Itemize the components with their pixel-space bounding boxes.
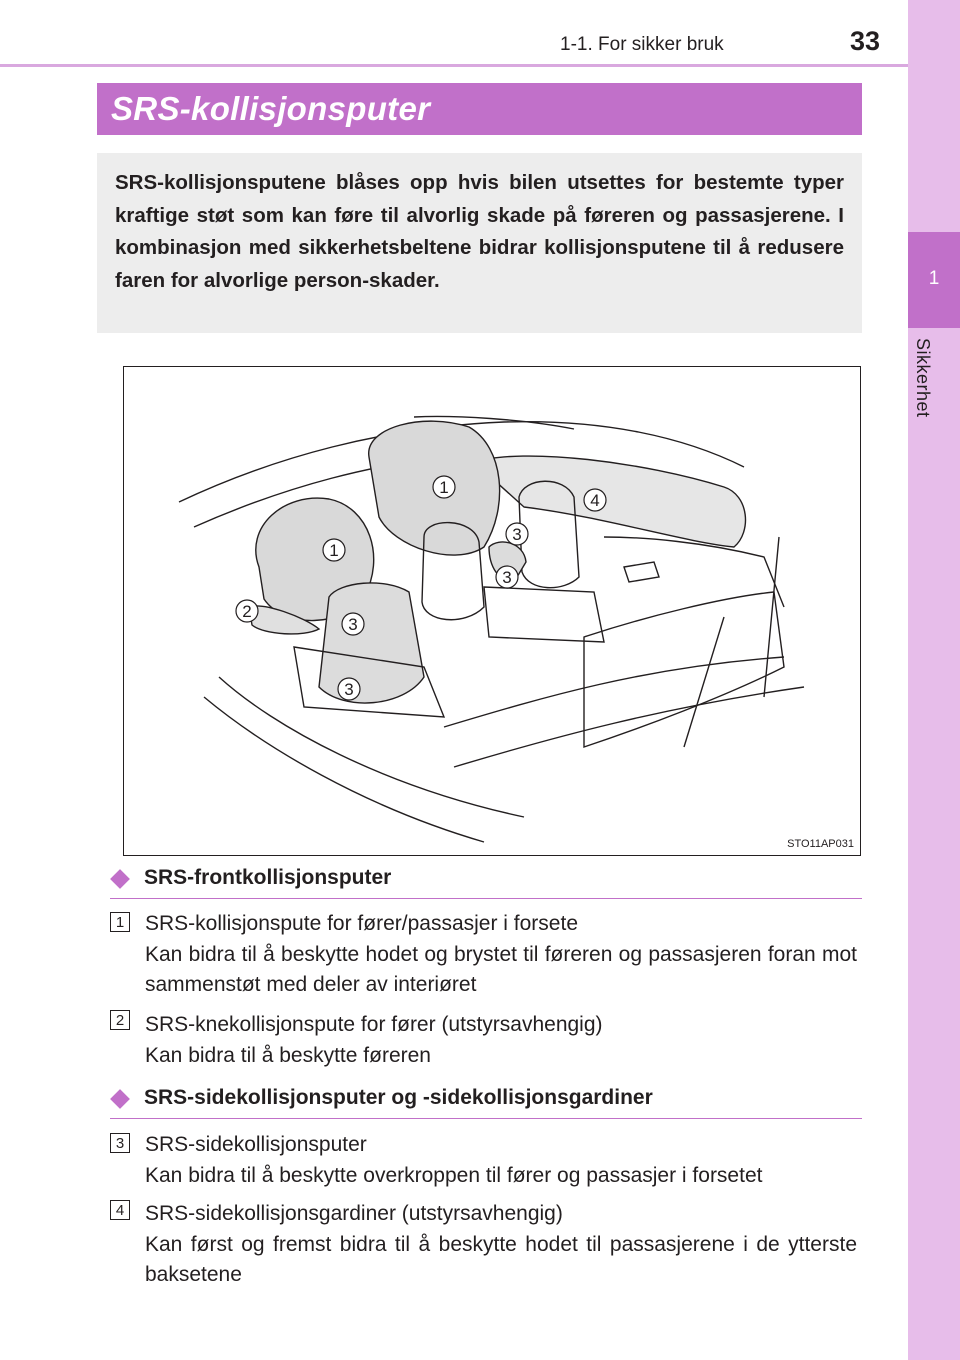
car-interior-drawing: [124, 367, 861, 856]
callout-1-passenger: [433, 476, 455, 498]
diamond-bullet-icon: [110, 869, 130, 889]
callout-4-curtain: [584, 489, 606, 511]
subheading-side-airbags: [110, 1086, 862, 1119]
item-number-box: 3: [110, 1133, 130, 1153]
item-number-box: 2: [110, 1010, 130, 1030]
subheading-text: SRS-sidekollisjonsputer og -sidekollisjonsgardiner: [144, 1086, 653, 1109]
callout-3-passenger-upper: [506, 523, 528, 545]
page-number: 33: [850, 26, 881, 56]
item-description: Kan bidra til å beskytte overkroppen til fører og passasjer i forsetet: [145, 1163, 763, 1187]
chapter-label: [912, 338, 942, 438]
item-curtain-airbag: [145, 1199, 857, 1291]
item-description: Kan først og fremst bidra til å beskytte hodet til passasjerene i de ytterste baksetene: [145, 1232, 857, 1286]
airbag-illustration: [123, 366, 861, 856]
chapter-number: 1: [928, 268, 940, 289]
callout-2-knee: [236, 600, 258, 622]
item-number-box: 1: [110, 912, 130, 932]
chapter-side-tab: [908, 0, 960, 1360]
subheading-front-airbags: [110, 866, 862, 899]
item-title: SRS-sidekollisjonsputer: [145, 1133, 367, 1156]
item-knee-airbag: [145, 1010, 857, 1071]
item-front-airbag: [145, 909, 857, 1001]
callout-3-driver-upper: [342, 613, 364, 635]
svg-text:3: 3: [502, 568, 512, 587]
item-number-box: 4: [110, 1200, 130, 1220]
diamond-bullet-icon: [110, 1089, 130, 1109]
subheading-text: SRS-frontkollisjonsputer: [144, 866, 392, 889]
intro-box: [97, 153, 862, 333]
svg-text:2: 2: [242, 602, 252, 621]
item-title: SRS-knekollisjonspute for fører (utstyrsavhengig): [145, 1013, 603, 1036]
figure-id: STO11AP031: [787, 838, 854, 850]
svg-text:3: 3: [512, 525, 522, 544]
svg-text:1: 1: [329, 541, 339, 560]
header-divider: [0, 64, 908, 67]
item-title: SRS-kollisjonspute for fører/passasjer i forsete: [145, 912, 578, 935]
svg-text:4: 4: [590, 491, 600, 510]
callout-3-driver-lower: [338, 678, 360, 700]
item-side-airbag: [145, 1130, 857, 1191]
item-description: Kan bidra til å beskytte føreren: [145, 1043, 431, 1067]
svg-text:3: 3: [344, 680, 354, 699]
svg-text:1: 1: [439, 478, 449, 497]
section-title: SRS-kollisjonsputer: [111, 90, 431, 127]
svg-text:3: 3: [348, 615, 358, 634]
callout-1-driver: [323, 539, 345, 561]
intro-text: SRS-kollisjonsputene blåses opp hvis bilen utsettes for bestemte typer kraftige støt som kan føre til alvorlig skade på føreren og passasjerene. I kombinasjon med sikkerhetsbeltene bidrar kollisjonsputene til å redusere faren for alvorlige person-skader.: [115, 171, 844, 292]
item-title: SRS-sidekollisjonsgardiner (utstyrsavhengig): [145, 1202, 563, 1225]
callout-3-passenger-lower: [496, 566, 518, 588]
item-description: Kan bidra til å beskytte hodet og brystet til føreren og passasjeren foran mot sammenstøt med deler av interiøret: [145, 942, 857, 996]
header-section-title: 1-1. For sikker bruk: [560, 34, 724, 55]
section-title-bar: [97, 83, 862, 135]
chapter-label-text: Sikkerhet: [913, 338, 933, 418]
